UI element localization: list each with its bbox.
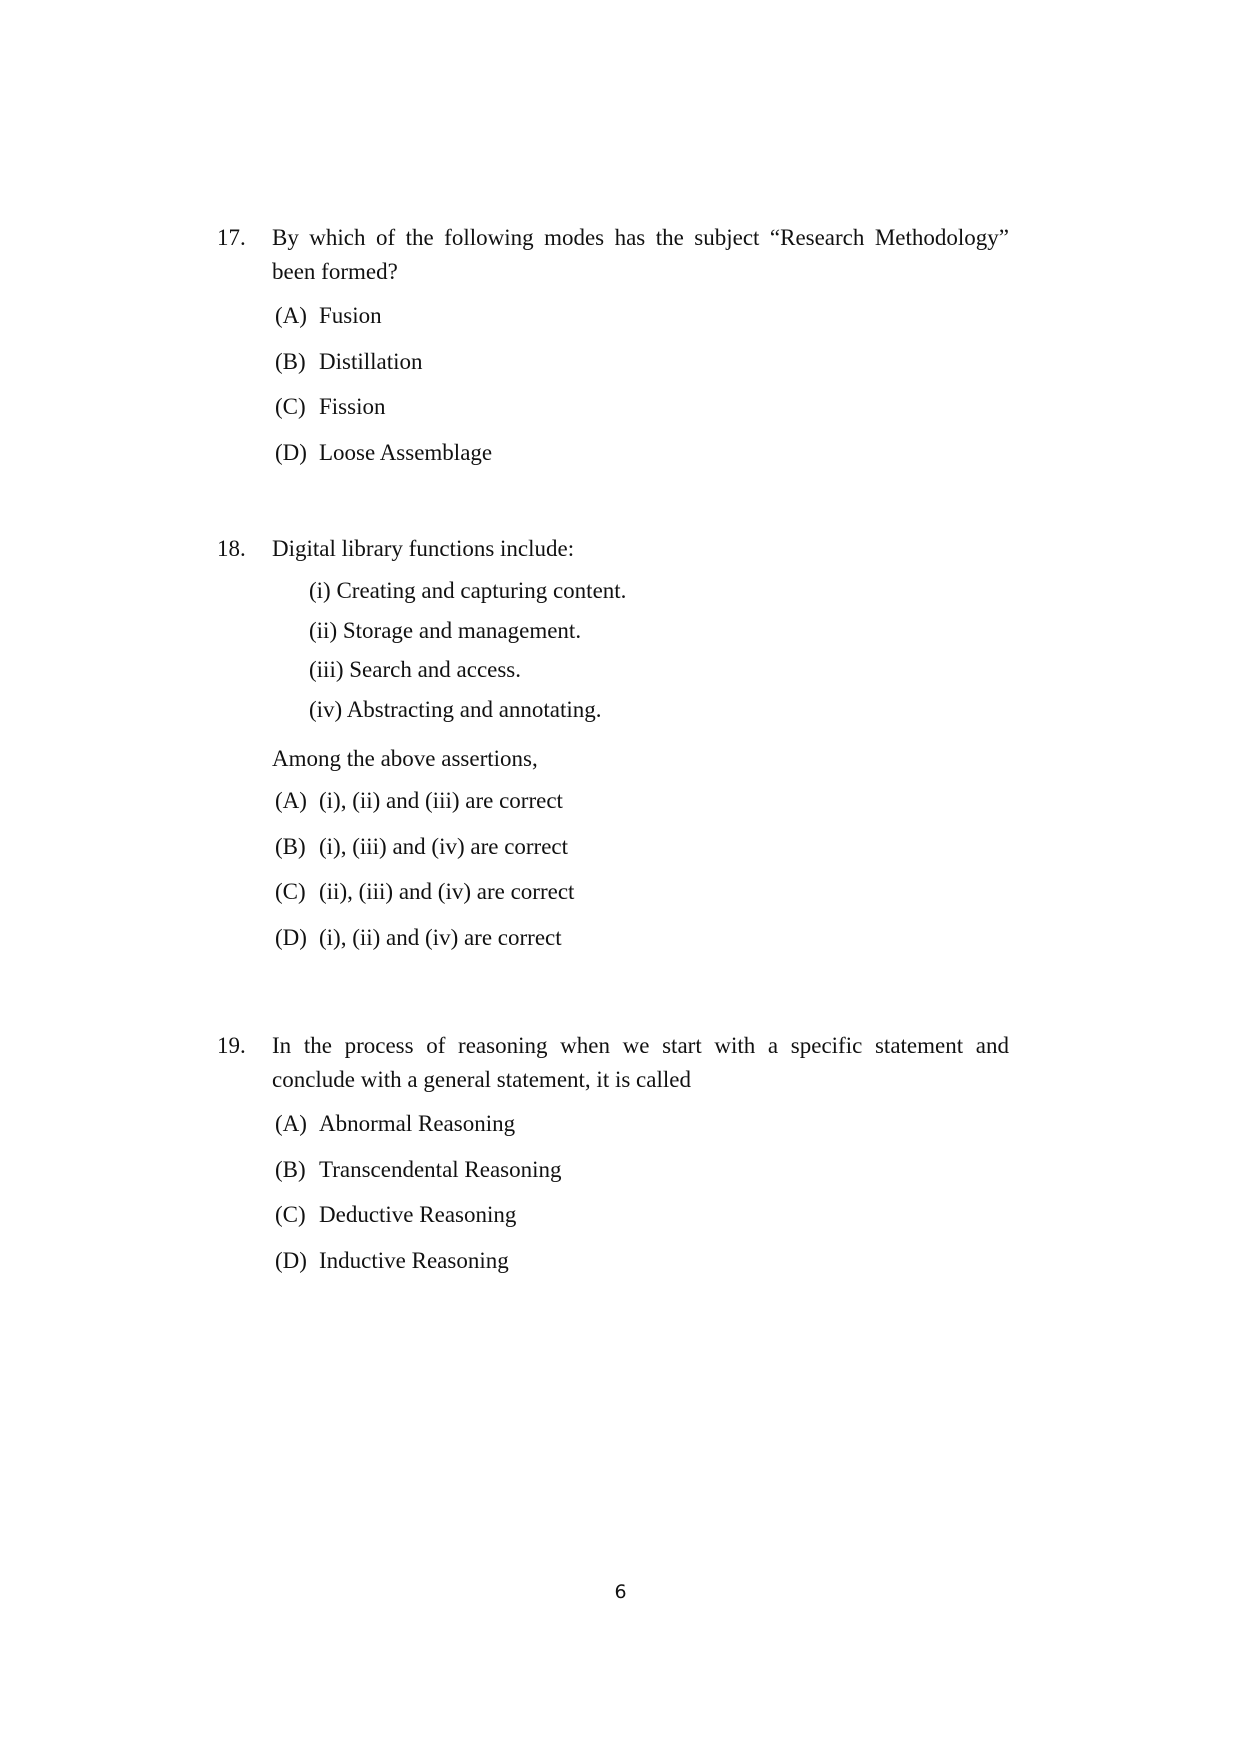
option-text: Abnormal Reasoning xyxy=(319,1111,516,1136)
question-19 xyxy=(217,1029,1009,1289)
statement-list xyxy=(309,574,1009,732)
question-number: 17. xyxy=(217,225,246,250)
option-a xyxy=(275,784,1009,830)
option-letter: (C) xyxy=(275,394,306,419)
option-letter: (A) xyxy=(275,1111,307,1136)
question-number: 18. xyxy=(217,536,246,561)
option-text: Fusion xyxy=(319,303,382,328)
question-stem xyxy=(217,532,1009,566)
option-a xyxy=(275,299,1009,345)
option-d xyxy=(275,436,1009,482)
option-d xyxy=(275,921,1009,967)
option-c xyxy=(275,875,1009,921)
option-letter: (D) xyxy=(275,439,307,465)
option-text: Distillation xyxy=(319,348,423,374)
option-d xyxy=(275,1244,1009,1290)
question-text: By which of the following modes has the subject “Research Methodology” been formed? xyxy=(272,225,1009,284)
statement-item: (ii) Storage and management. xyxy=(309,617,582,643)
option-letter: (C) xyxy=(275,1202,306,1227)
option-letter: (D) xyxy=(275,924,307,950)
option-letter: (B) xyxy=(275,833,306,859)
option-text: (i), (ii) and (iii) are correct xyxy=(319,788,563,813)
question-text: Digital library functions include: xyxy=(272,536,575,561)
option-letter: (A) xyxy=(275,788,307,813)
option-text: Loose Assemblage xyxy=(319,439,493,465)
option-list xyxy=(275,784,1009,966)
option-text: (i), (ii) and (iv) are correct xyxy=(319,924,562,950)
option-text: (i), (iii) and (iv) are correct xyxy=(319,833,569,859)
option-b xyxy=(275,830,1009,876)
option-list xyxy=(275,299,1009,481)
question-text: In the process of reasoning when we start with a specific statement and conclude with a general statement, it is called xyxy=(272,1033,1009,1092)
statement-item: (i) Creating and capturing content. xyxy=(309,578,627,603)
question-number: 19. xyxy=(217,1033,246,1058)
question-18 xyxy=(217,532,1009,966)
question-17 xyxy=(217,221,1009,481)
question-stem xyxy=(217,221,1009,289)
option-letter: (B) xyxy=(275,1156,306,1182)
option-letter: (B) xyxy=(275,348,306,374)
option-c xyxy=(275,390,1009,436)
option-text: (ii), (iii) and (iv) are correct xyxy=(319,879,575,904)
statement-item: (iii) Search and access. xyxy=(309,657,522,682)
option-letter: (D) xyxy=(275,1247,307,1273)
option-letter: (C) xyxy=(275,879,306,904)
option-text: Inductive Reasoning xyxy=(319,1247,509,1273)
option-b xyxy=(275,1153,1009,1199)
option-text: Transcendental Reasoning xyxy=(319,1156,562,1182)
option-c xyxy=(275,1198,1009,1244)
option-a xyxy=(275,1107,1009,1153)
option-b xyxy=(275,345,1009,391)
question-stem xyxy=(217,1029,1009,1097)
option-text: Deductive Reasoning xyxy=(319,1202,517,1227)
option-letter: (A) xyxy=(275,303,307,328)
page-number: 6 xyxy=(614,1581,627,1603)
statement-item: (iv) Abstracting and annotating. xyxy=(309,696,602,722)
assertion-lead: Among the above assertions, xyxy=(272,746,538,771)
option-text: Fission xyxy=(319,394,386,419)
option-list xyxy=(275,1107,1009,1289)
